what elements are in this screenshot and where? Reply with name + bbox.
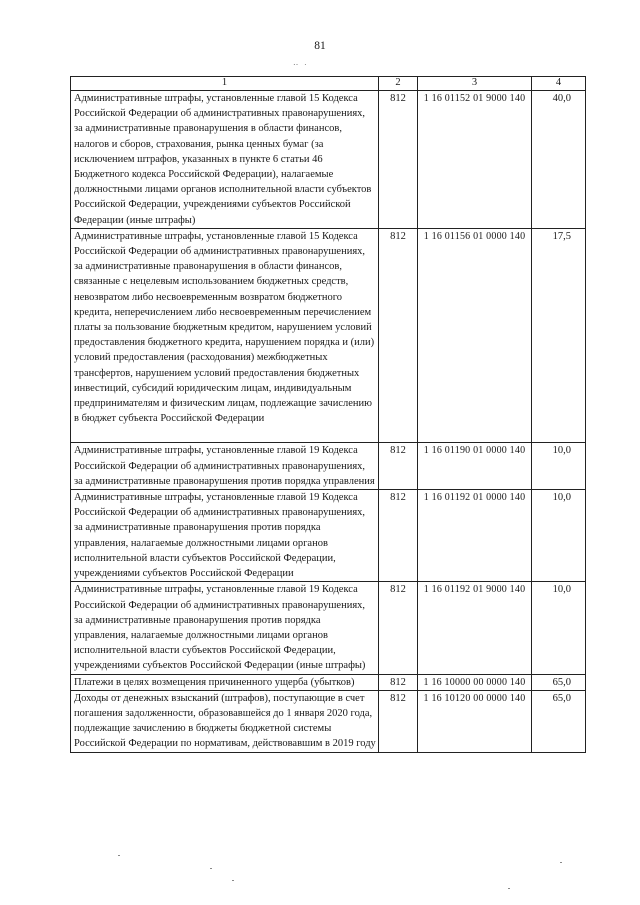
admin-code: 812: [379, 582, 418, 674]
scan-speck: [508, 888, 510, 889]
budget-classification-code: 1 16 01192 01 9000 140: [418, 582, 532, 674]
table-row: [71, 91, 586, 229]
scan-speck: [560, 862, 562, 863]
table-row: [71, 674, 586, 690]
revenue-description: Доходы от денежных взысканий (штрафов), поступающие в счет погашения задолженности, образовавшейся до 1 января 2020 года, подлежащие зачислению в бюджеты бюджетной системы Российской Федерации по нормативам, действовавшим в 2019 году: [71, 690, 379, 752]
scan-speck: [232, 880, 234, 881]
table-row: [71, 690, 586, 752]
admin-code: 812: [379, 91, 418, 229]
budget-classification-code: 1 16 01156 01 0000 140: [418, 228, 532, 443]
revenue-description: Платежи в целях возмещения причиненного ущерба (убытков): [71, 674, 379, 690]
budget-classification-code: 1 16 01192 01 0000 140: [418, 490, 532, 582]
budget-classification-code: 1 16 01190 01 0000 140: [418, 443, 532, 490]
revenue-description: Административные штрафы, установленные главой 19 Кодекса Российской Федерации об административных правонарушениях, за административные правонарушения против порядка управления, налагаемые должностными лицами органов исполнительной власти субъектов Российской Федерации, учреждениями субъектов Российской Федерации (иные штрафы): [71, 582, 379, 674]
budget-classification-code: 1 16 01152 01 9000 140: [418, 91, 532, 229]
revenue-description: Административные штрафы, установленные главой 15 Кодекса Российской Федерации об административных правонарушениях, за административные правонарушения в области финансов, налогов и сборов, страхования, рынка ценных бумаг (за исключением штрафов, указанных в пункте 6 статьи 46 Бюджетного кодекса Российской Федерации), налагаемые должностными лицами органов исполнительной власти субъектов Российской Федерации, учреждениями субъектов Российской Федерации (иные штрафы): [71, 91, 379, 229]
admin-code: 812: [379, 443, 418, 490]
amount: 10,0: [532, 582, 586, 674]
revenue-description: Административные штрафы, установленные главой 15 Кодекса Российской Федерации об административных правонарушениях, за административные правонарушения в области финансов, связанные с нецелевым использованием бюджетных средств, невозвратом либо несвоевременным возвратом бюджетного кредита, неперечислением либо несвоевременным перечислением платы за пользование бюджетным кредитом, нарушением условий предоставления бюджетного кредита, нарушением порядка и (или) условий предоставления (расходования) межбюджетных трансфертов, нарушением условий предоставления бюджетных инвестиций, субсидий юридическим лицам, индивидуальным предпринимателям и физическим лицам, подлежащие зачислению в бюджет субъекта Российской Федерации: [71, 228, 379, 443]
amount: 65,0: [532, 674, 586, 690]
table-header-row: [71, 77, 586, 91]
budget-revenue-table: [70, 76, 586, 753]
admin-code: 812: [379, 490, 418, 582]
amount: 40,0: [532, 91, 586, 229]
admin-code: 812: [379, 674, 418, 690]
table-row: [71, 490, 586, 582]
column-header-2: 2: [379, 77, 418, 91]
table-row: [71, 228, 586, 443]
table-row: [71, 582, 586, 674]
scan-speck: [118, 855, 120, 856]
revenue-description: Административные штрафы, установленные главой 19 Кодекса Российской Федерации об административных правонарушениях, за административные правонарушения против порядка управления, налагаемые должностными лицами органов исполнительной власти субъектов Российской Федерации, учреждениями субъектов Российской Федерации: [71, 490, 379, 582]
admin-code: 812: [379, 690, 418, 752]
budget-classification-code: 1 16 10120 00 0000 140: [418, 690, 532, 752]
scan-artifact: ‥ .: [293, 58, 309, 67]
revenue-description: Административные штрафы, установленные главой 19 Кодекса Российской Федерации об административных правонарушениях, за административные правонарушения против порядка управления: [71, 443, 379, 490]
scan-speck: [210, 868, 212, 869]
amount: 10,0: [532, 443, 586, 490]
amount: 10,0: [532, 490, 586, 582]
budget-classification-code: 1 16 10000 00 0000 140: [418, 674, 532, 690]
page-number: 81: [314, 40, 326, 52]
column-header-4: 4: [532, 77, 586, 91]
column-header-1: 1: [71, 77, 379, 91]
admin-code: 812: [379, 228, 418, 443]
table-row: [71, 443, 586, 490]
column-header-3: 3: [418, 77, 532, 91]
amount: 17,5: [532, 228, 586, 443]
amount: 65,0: [532, 690, 586, 752]
